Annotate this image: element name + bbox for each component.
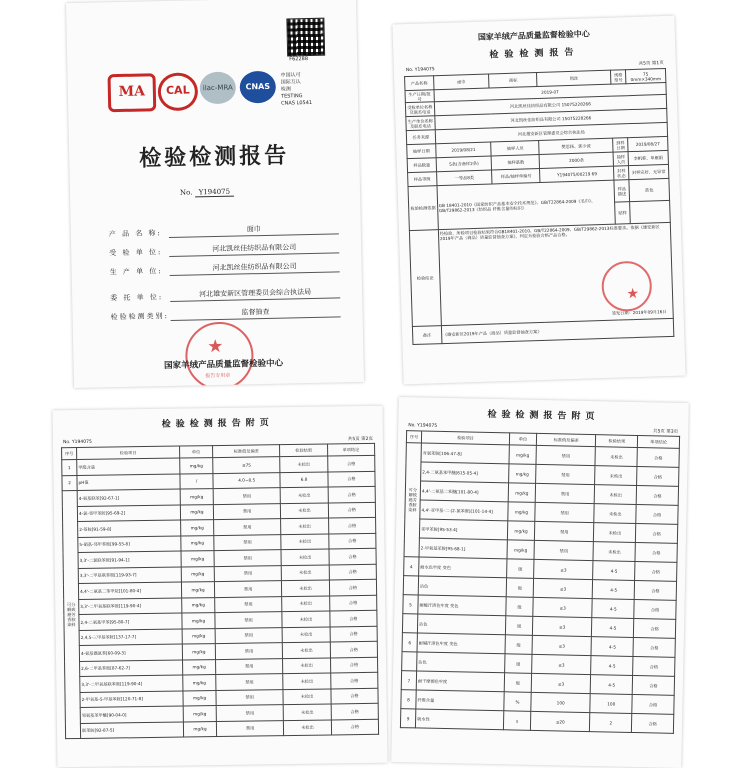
cell: 甲醛含量 xyxy=(77,458,180,475)
conclusion-text: 经检验，所检项目检验结果符合GB18401-2010、GB/T22864-2009、GB/T29862-2013标准要求。依据《雄安新区2019年产品（商品）质量监督抽查方案》，判定为检验合格产品合格。 xyxy=(439,223,660,241)
cell: 2-萘胺[91-59-8] xyxy=(78,520,181,537)
cell: 耐碱汗渍色牢度 变色 xyxy=(417,633,505,654)
cell: 合格 xyxy=(329,564,377,580)
cell: 未检出 xyxy=(280,487,328,503)
accred-line: TESTING xyxy=(280,93,303,100)
cell: mg/kg xyxy=(183,721,216,737)
cell: 未检出 xyxy=(281,502,329,518)
cell: 禁用 xyxy=(536,445,596,465)
cell: 级 xyxy=(506,597,533,617)
cell: 3,3'-二甲基联苯胺[119-93-7] xyxy=(78,567,181,584)
column-header: 单位 xyxy=(180,446,213,458)
accreditation-text xyxy=(281,71,337,107)
cell: % xyxy=(504,692,531,712)
appendix-title: 检验检测报告附页 xyxy=(161,418,274,430)
report-main-page xyxy=(392,16,685,385)
cell: 未检出 xyxy=(595,466,637,486)
cell: mg/kg xyxy=(508,483,535,503)
cell: mg/kg xyxy=(183,659,216,675)
cell: 4,4'-二氨基二苯醚[101-80-4] xyxy=(420,481,508,502)
cell: 对氯苯胺[106-47-8] xyxy=(421,443,509,464)
cell: 2,4-二氨基苯甲醚[615-05-4] xyxy=(421,462,509,483)
report-appendix-page xyxy=(53,406,388,768)
cell: ≥3 xyxy=(532,616,592,636)
cell: 禁用 xyxy=(215,627,283,643)
cell: 抽样人员 xyxy=(613,152,628,166)
cell: 合格 xyxy=(331,719,379,735)
cell: 未检出 xyxy=(284,719,332,735)
cell: 备注 xyxy=(412,326,441,345)
page-indicator: 共5页 第2页 xyxy=(347,436,373,443)
cell: mg/kg xyxy=(181,566,214,582)
column-header: 标准值及偏差 xyxy=(213,445,281,458)
cma-logo: MA xyxy=(107,73,156,112)
cell: 禁用 xyxy=(216,674,284,690)
field-value: 河北凯丝佳纺织品有限公司 xyxy=(169,260,339,276)
cell: 耐酸汗渍色牢度 变色 xyxy=(418,595,506,616)
cell: 4-5 xyxy=(592,599,634,619)
seal-star-icon: ★ xyxy=(626,285,640,303)
cell: mg/kg xyxy=(181,535,214,551)
cell: 4-5 xyxy=(591,637,633,657)
cell: 4-氨基偶氮苯[60-09-3] xyxy=(79,644,182,661)
cell: 6.8 xyxy=(280,471,328,487)
accred-line: CNAS L0541 xyxy=(281,99,313,107)
cell: ≤75 xyxy=(213,457,281,473)
cover-title: 检验检测报告 xyxy=(138,142,290,172)
cell: 2019/08/27 xyxy=(628,136,668,151)
cell: 检验结论 xyxy=(409,230,441,327)
cell: 2-甲氧基苯胺[95-68-1] xyxy=(419,538,507,559)
cell: 凯丝 xyxy=(537,70,611,86)
cell: 4.0~8.5 xyxy=(213,472,281,488)
cell: mg/kg xyxy=(180,489,213,505)
appendix-table xyxy=(400,430,680,734)
cell: 樊思扬、郭少波 xyxy=(539,138,613,154)
cell: mg/kg xyxy=(508,502,535,522)
cell: 河北雄安新区管理委员会综合执法局 xyxy=(435,122,668,143)
qr-code-label: F62288 xyxy=(289,56,309,63)
cell: 合格 xyxy=(637,448,679,468)
report-number: No. Y194075 xyxy=(62,439,92,446)
cell: 2,6-二甲基苯胺[87-62-7] xyxy=(80,660,183,677)
cell: 未检出 xyxy=(282,626,330,642)
cell: 合格 xyxy=(632,713,674,733)
cell: 吸水性 xyxy=(415,709,503,730)
cell: ≥3 xyxy=(534,559,594,579)
seal-text: 报告专用章 xyxy=(205,372,231,380)
cell: 禁用 xyxy=(215,596,283,612)
column-header: 单项结论 xyxy=(327,443,374,456)
cell: 未检出 xyxy=(283,642,331,658)
cell: 任务来源 xyxy=(406,130,435,145)
cell: 未检出 xyxy=(283,688,331,704)
report-appendix-page xyxy=(391,397,689,768)
report-number-value: Y194075 xyxy=(195,188,235,198)
cell: 合格 xyxy=(328,502,376,518)
cell: 一等品8类 xyxy=(436,170,492,186)
field-value: 面巾 xyxy=(169,222,339,238)
cell: 商标 xyxy=(489,73,537,88)
cell: ≥3 xyxy=(532,635,592,655)
column-header: 标准值及偏差 xyxy=(536,433,596,446)
cell: 级 xyxy=(506,578,533,598)
cell: 4 xyxy=(404,557,419,576)
cell: 合格 xyxy=(635,542,677,562)
cell: 河北凯丝佳纺织品有限公司 15075228266 xyxy=(434,94,667,115)
cell: 禁用 xyxy=(534,540,594,560)
table-row xyxy=(65,719,378,739)
cell: 3,3'-二氯联苯胺[91-94-1] xyxy=(78,551,181,568)
cell: 禁用 xyxy=(534,521,594,541)
cell: 禁用 xyxy=(535,502,595,522)
cell: ≤20 xyxy=(530,711,590,731)
column-header: 检验结果 xyxy=(280,444,327,457)
cell: ≥3 xyxy=(532,654,592,674)
cell: 100 xyxy=(531,692,591,712)
cover-fields xyxy=(109,215,341,322)
cell: mg/kg xyxy=(182,644,215,660)
cell: ≥3 xyxy=(533,578,593,598)
cell: mg/kg xyxy=(182,597,215,613)
cell: mg/kg xyxy=(183,690,216,706)
cell: 受检单位名称及联系电话 xyxy=(405,102,434,117)
cell: 合格 xyxy=(329,579,377,595)
cell: 贴样 xyxy=(615,202,631,224)
cell: 合格 xyxy=(331,703,379,719)
cell: 合格 xyxy=(327,455,375,471)
cell: 合格 xyxy=(328,517,376,533)
cell: 耐干摩擦色牢度 xyxy=(416,671,504,692)
column-header: 序号 xyxy=(406,431,421,443)
cell: 封样状态 xyxy=(614,166,629,180)
report-title: 检验检测报告 xyxy=(489,47,580,61)
cell xyxy=(438,222,673,325)
cell: 李帆蓉、单雁娟 xyxy=(628,150,668,165)
ilac-logo: ilac-MRA xyxy=(199,72,236,105)
cell: 产品名称 xyxy=(405,76,434,91)
cell: 规格型号 xyxy=(611,70,626,84)
cell: 未检出 xyxy=(594,523,636,543)
cell: s xyxy=(503,711,530,731)
cnas-logo: CNAS xyxy=(239,71,276,104)
cell: 5 xyxy=(403,595,418,614)
cell: 禁用 xyxy=(214,534,282,550)
cell: 样品等级 xyxy=(408,172,437,187)
column-header: 单项结论 xyxy=(638,436,680,449)
report-number: No. Y194075 xyxy=(408,423,438,429)
appendix-title: 检验检测报告附页 xyxy=(487,409,600,423)
cell: 4-5 xyxy=(591,656,633,676)
column-header: 序号 xyxy=(62,447,77,459)
page-indicator: 共5页 第1页 xyxy=(638,61,664,67)
cell: 合格 xyxy=(634,618,676,638)
cell: mg/kg xyxy=(181,551,214,567)
column-header: 检验项目 xyxy=(77,446,180,459)
cell: 2019-07 xyxy=(434,82,667,101)
cal-logo: CAL xyxy=(157,72,198,111)
cell: 禁用 xyxy=(214,581,282,597)
cell: 禁用 xyxy=(214,550,282,566)
report-number: No. Y194075 xyxy=(405,67,435,74)
cell: 抽样人员 xyxy=(491,140,539,155)
cell: 合格 xyxy=(637,467,679,487)
cell: 5条(含备样2条) xyxy=(436,156,492,172)
cell: 禁用 xyxy=(535,483,595,503)
cell: 合格 xyxy=(328,486,376,502)
cell: 到样日期 xyxy=(613,138,628,152)
issue-date: 签发日期：2019年09月16日 xyxy=(611,309,667,316)
cell: 级 xyxy=(507,559,534,579)
group-label-cell: 可分解致癌芳香胺染料 xyxy=(404,443,421,557)
cell: 联苯胺[92-87-5] xyxy=(80,722,183,739)
cell: 禁用 xyxy=(536,464,596,484)
cell: 样品描述 xyxy=(614,180,630,202)
cell: 样品/抽样单编号 xyxy=(492,168,540,183)
cell: 合格 xyxy=(331,688,379,704)
cell: 合格 xyxy=(636,486,678,506)
cell: Y194075/00219 69 xyxy=(540,166,614,182)
cell: mg/kg xyxy=(183,706,216,722)
cell: 4-氯-邻甲苯胺[95-69-2] xyxy=(77,505,180,522)
cell: 合格 xyxy=(329,595,377,611)
cell: 合格 xyxy=(330,657,378,673)
cell: 未检出 xyxy=(282,564,330,580)
cell: 禁用 xyxy=(214,519,282,535)
cell: 未检出 xyxy=(593,542,635,562)
page-indicator: 共5页 第3页 xyxy=(652,429,679,435)
cell: 3,3'-二甲氧基联苯胺[119-90-4] xyxy=(79,598,182,615)
cell: 未检出 xyxy=(284,704,332,720)
field-label: 产 品 名 称: xyxy=(108,229,162,239)
cell: mg/kg xyxy=(182,613,215,629)
cell: mg/kg xyxy=(181,520,214,536)
cell: mg/kg xyxy=(183,675,216,691)
cell: 合格 xyxy=(632,675,674,695)
cell: 生产单位名称及联系电话 xyxy=(406,116,435,131)
report-org-header: 国家羊绒产品质量监督检验中心 xyxy=(477,28,590,42)
cell: mg/kg xyxy=(180,504,213,520)
cell: / xyxy=(180,473,213,489)
cell: 样品数量 xyxy=(407,158,436,173)
cell: 2,4,5-三甲基苯胺[137-17-7] xyxy=(79,629,182,646)
cell: mg/kg xyxy=(507,521,534,541)
cell: 2 xyxy=(590,713,632,733)
report-cover-page xyxy=(66,0,364,388)
cell: 禁用 xyxy=(213,503,281,519)
cell: 5-硝基-邻甲苯胺[99-55-8] xyxy=(78,536,181,553)
column-header: 单位 xyxy=(509,433,536,446)
cell: ≥3 xyxy=(533,597,593,617)
accred-line: 中国认可 xyxy=(280,72,301,79)
cell: 邻氨基苯甲醚[90-04-0] xyxy=(80,706,183,723)
cell: 4-5 xyxy=(591,675,633,695)
cell: 未检出 xyxy=(595,447,637,467)
cell: 禁用 xyxy=(216,658,284,674)
cell: 未检出 xyxy=(283,673,331,689)
cell: 级 xyxy=(505,654,532,674)
cell: 合格 xyxy=(634,599,676,619)
cell: 合格 xyxy=(330,610,378,626)
cell: 面巾 xyxy=(433,74,489,90)
cell: 生产日期/批号 xyxy=(405,90,434,103)
cell: 未检出 xyxy=(282,580,330,596)
cell: 合格 xyxy=(636,505,678,525)
cell: 75 0mm×340mm xyxy=(626,68,666,83)
appendix-table xyxy=(61,443,379,739)
cell: 沾色 xyxy=(417,614,505,635)
cell: 封样完好、无异常 xyxy=(629,164,669,179)
cell: mg/kg xyxy=(507,540,534,560)
report-table xyxy=(404,68,674,345)
cell: 禁用 xyxy=(215,612,283,628)
cell: 禁用 xyxy=(214,565,282,581)
cell: 未检出 xyxy=(280,456,328,472)
cell: 4,4'-亚甲基-二-(2-氯苯胺)[101-14-4] xyxy=(420,500,508,521)
cell: 未检出 xyxy=(283,657,331,673)
cell: 合格 xyxy=(330,626,378,642)
report-number xyxy=(180,188,234,197)
cell: 未检出 xyxy=(281,533,329,549)
cell: mg/kg xyxy=(509,445,536,465)
field-value: 监督抽查 xyxy=(170,305,340,321)
cell: 4-5 xyxy=(592,618,634,638)
cover-field xyxy=(110,272,340,303)
cell: 4-5 xyxy=(593,580,635,600)
field-label: 检验检测类别: xyxy=(110,311,170,322)
cell: 蓝色 xyxy=(629,178,670,201)
cell: 合格 xyxy=(328,471,376,487)
cell: mg/kg xyxy=(509,464,536,484)
cell: 合格 xyxy=(633,656,675,676)
table-row xyxy=(409,222,673,326)
cell: 未检出 xyxy=(595,485,637,505)
cell: 9 xyxy=(400,709,415,728)
field-label: 委 托 单 位: xyxy=(110,293,164,303)
cell: 100 xyxy=(590,694,632,714)
cell: ≥3 xyxy=(531,673,591,693)
cell: 3,3'-二甲氧基联苯胺[119-90-4] xyxy=(80,675,183,692)
cell: 抽样日期 xyxy=(407,144,436,159)
cell: 2019/08/21 xyxy=(435,142,491,158)
cell: 耐水色牢度 变色 xyxy=(419,557,507,578)
cell: 河北凯丝佳纺织品有限公司 15075228266 xyxy=(435,108,668,129)
cell: 合格 xyxy=(636,523,678,543)
cell: mg/kg xyxy=(182,628,215,644)
field-label: 生 产 单 位: xyxy=(109,267,163,277)
cell: 合格 xyxy=(635,561,677,581)
cell: 沾色 xyxy=(418,576,506,597)
report-number-label: No. xyxy=(179,188,193,197)
cell: 未检出 xyxy=(594,504,636,524)
cell: 2,4-二氨基甲苯[95-80-7] xyxy=(79,613,182,630)
column-header: 检验项目 xyxy=(421,431,509,445)
cell: 沾色 xyxy=(417,652,505,673)
cell: GB 18401-2010《国家纺织产品基本安全技术规范》、GB/T22864-2009《毛巾》、GB/T29862-2013《纺织品 纤维含量的标识》 xyxy=(437,180,616,230)
cell: 合格 xyxy=(634,580,676,600)
cell: 合格 xyxy=(632,694,674,714)
cell: 禁用 xyxy=(216,720,284,736)
cell xyxy=(403,576,418,595)
cell: 级 xyxy=(505,635,532,655)
cell: 8 xyxy=(401,690,416,709)
seal-star-icon: ★ xyxy=(207,335,224,358)
cell: 邻甲苯胺[95-53-4] xyxy=(419,519,507,540)
cell: 2-甲氧基-5-甲基苯胺[120-71-8] xyxy=(80,691,183,708)
cell: 1 xyxy=(62,459,77,475)
cell: 禁用 xyxy=(215,643,283,659)
cell: mg/kg xyxy=(181,582,214,598)
field-label: 受 检 单 位: xyxy=(109,248,163,258)
cover-organization: 国家羊绒产品质量监督检验中心 xyxy=(164,358,284,372)
cell: 未检出 xyxy=(282,611,330,627)
cell: 4-氨基联苯[92-67-1] xyxy=(77,489,180,506)
cell: 4-5 xyxy=(593,561,635,581)
cell: 未检出 xyxy=(281,518,329,534)
cell: 7 xyxy=(401,671,416,690)
cell: 禁用 xyxy=(216,689,284,705)
cell: 未检出 xyxy=(281,549,329,565)
cell: 合格 xyxy=(330,641,378,657)
cell: 级 xyxy=(504,673,531,693)
cell: 未检出 xyxy=(282,595,330,611)
cell: pH值 xyxy=(77,474,180,491)
cell: 2 xyxy=(62,475,77,491)
cell: 6 xyxy=(402,633,417,652)
qr-code-image xyxy=(286,18,325,57)
cell: 合格 xyxy=(633,637,675,657)
cell: 抽样基数 xyxy=(492,154,540,169)
cell: 《雄安新区2019年产品（商品）质量监督抽查方案》 xyxy=(441,318,674,343)
cell: 4,4'-二氨基二苯甲烷[101-80-4] xyxy=(78,582,181,599)
cell: 纤维含量 xyxy=(416,690,504,711)
cell: 2000条 xyxy=(539,152,613,168)
group-label-cell: 可分解致癌芳香胺染料 xyxy=(62,490,80,738)
field-value: 河北雄安新区管理委员会综合执法局 xyxy=(170,286,340,302)
cell: 合格 xyxy=(330,672,378,688)
cell: 合格 xyxy=(329,548,377,564)
cell xyxy=(402,614,417,633)
cell xyxy=(630,200,671,223)
field-value: 河北凯丝佳纺织品有限公司 xyxy=(169,241,339,257)
cell xyxy=(402,652,417,671)
cell: 禁用 xyxy=(216,705,284,721)
cell: 检验检测依据 xyxy=(408,186,438,231)
column-header: 检验结果 xyxy=(596,435,638,448)
cell: mg/kg xyxy=(180,458,213,474)
cell: 合格 xyxy=(328,533,376,549)
accred-line: 检测 xyxy=(280,86,291,93)
cell: 禁用 xyxy=(213,488,281,504)
cell: 级 xyxy=(505,616,532,636)
accred-line: 国际互认 xyxy=(280,79,301,86)
